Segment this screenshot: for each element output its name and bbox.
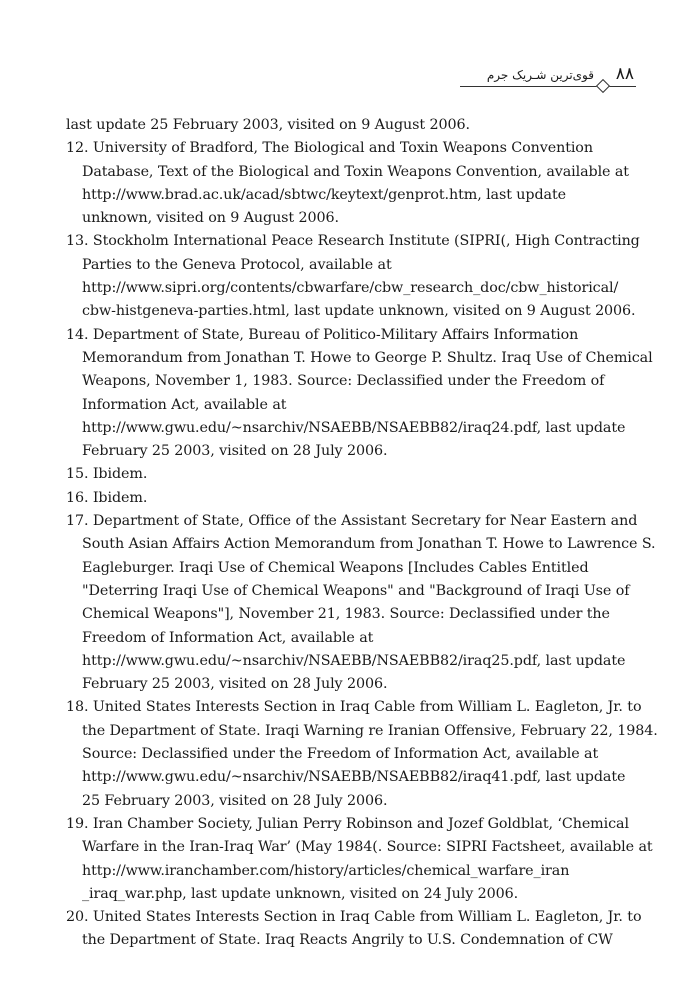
reference-line: http://www.iranchamber.com/history/articles/chemical_warfare_iran — [82, 862, 570, 879]
reference-entry — [66, 230, 642, 323]
reference-entry — [66, 696, 658, 812]
reference-list — [66, 114, 658, 953]
reference-line: Warfare in the Iran-Iraq War’ (May 1984(. Source: SIPRI Factsheet, available at — [82, 839, 653, 856]
reference-line: http://www.gwu.edu/~nsarchiv/NSAEBB/NSAEBB82/iraq24.pdf, last update — [82, 419, 626, 436]
reference-line: 25 February 2003, visited on 28 July 2006. — [82, 792, 388, 809]
reference-line: 16. Ibidem. — [66, 489, 148, 506]
reference-line: the Department of State. Iraqi Warning re Iranian Offensive, February 22, 1984. — [82, 722, 658, 739]
reference-line: 18. United States Interests Section in Iraq Cable from William L. Eagleton, Jr. to — [66, 699, 642, 716]
reference-line: cbw-histgeneva-parties.html, last update unknown, visited on 9 August 2006. — [82, 303, 636, 320]
reference-line: Database, Text of the Biological and Toxin Weapons Convention, available at — [82, 163, 629, 180]
reference-line: the Department of State. Iraq Reacts Angrily to U.S. Condemnation of CW — [82, 932, 613, 949]
reference-line: 19. Iran Chamber Society, Julian Perry Robinson and Jozef Goldblat, ‘Chemical — [66, 815, 629, 832]
reference-line: February 25 2003, visited on 28 July 2006. — [82, 443, 388, 460]
reference-line: Freedom of Information Act, available at — [82, 629, 374, 646]
reference-line: 13. Stockholm International Peace Research Institute (SIPRI(, High Contracting — [66, 233, 640, 250]
page-header — [440, 62, 636, 94]
reference-entry — [66, 463, 642, 486]
reference-line: Chemical Weapons"], November 21, 1983. Source: Declassified under the — [82, 606, 610, 623]
reference-entry — [66, 906, 642, 953]
reference-line: Information Act, available at — [82, 396, 287, 413]
reference-entry — [66, 137, 642, 230]
reference-line: http://www.sipri.org/contents/cbwarfare/cbw_research_doc/cbw_historical/ — [82, 280, 619, 297]
reference-line: 14. Department of State, Bureau of Politico-Military Affairs Information — [66, 326, 579, 343]
reference-line: _iraq_war.php, last update unknown, visited on 24 July 2006. — [82, 885, 519, 902]
reference-line: "Deterring Iraqi Use of Chemical Weapons" and "Background of Iraqi Use of — [82, 582, 630, 599]
diamond-ornament-icon — [596, 79, 610, 93]
reference-line: 20. United States Interests Section in Iraq Cable from William L. Eagleton, Jr. to — [66, 909, 642, 926]
reference-entry — [66, 813, 653, 906]
reference-line: February 25 2003, visited on 28 July 2006. — [82, 676, 388, 693]
reference-line: unknown, visited on 9 August 2006. — [82, 210, 339, 227]
reference-line: last update 25 February 2003, visited on 9 August 2006. — [66, 117, 470, 133]
reference-line: Source: Declassified under the Freedom of Information Act, available at — [82, 746, 599, 763]
reference-line: Parties to the Geneva Protocol, available at — [82, 256, 392, 273]
reference-line: http://www.gwu.edu/~nsarchiv/NSAEBB/NSAEBB82/iraq41.pdf, last update — [82, 769, 626, 786]
book-title: قوی‌ترین شـریک جرم — [486, 68, 594, 82]
reference-line: 17. Department of State, Office of the Assistant Secretary for Near Eastern and — [66, 513, 638, 530]
reference-line: Weapons, November 1, 1983. Source: Declassified under the Freedom of — [82, 373, 605, 390]
reference-line: http://www.gwu.edu/~nsarchiv/NSAEBB/NSAEBB82/iraq25.pdf, last update — [82, 652, 626, 669]
reference-entry — [66, 114, 642, 137]
reference-entry — [66, 510, 656, 696]
reference-line: 12. University of Bradford, The Biological and Toxin Weapons Convention — [66, 140, 593, 157]
page-number: ۸۸ — [615, 64, 634, 84]
reference-line: Memorandum from Jonathan T. Howe to George P. Shultz. Iraq Use of Chemical — [82, 349, 653, 366]
reference-entry — [66, 324, 653, 464]
reference-line: http://www.brad.ac.uk/acad/sbtwc/keytext/genprot.htm, last update — [82, 186, 566, 203]
reference-line: Eagleburger. Iraqi Use of Chemical Weapons [Includes Cables Entitled — [82, 559, 589, 576]
reference-line: South Asian Affairs Action Memorandum from Jonathan T. Howe to Lawrence S. — [82, 536, 656, 553]
reference-line: 15. Ibidem. — [66, 466, 148, 483]
reference-entry — [66, 487, 642, 510]
